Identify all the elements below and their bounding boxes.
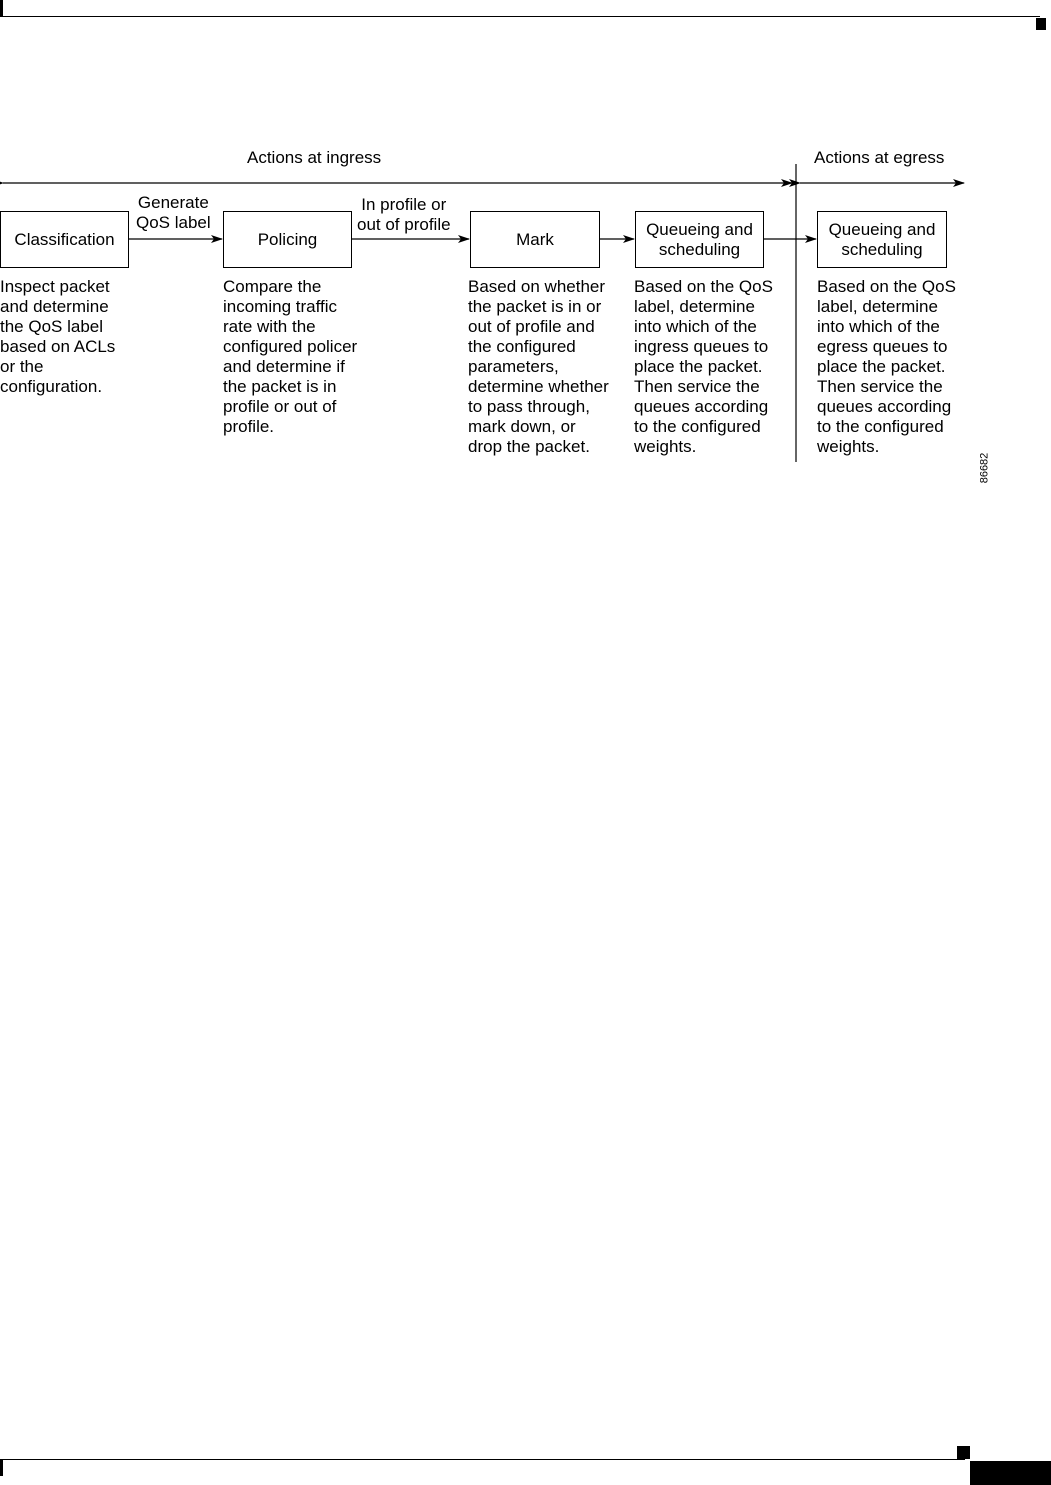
edge-label-generate-qos: Generate QoS label xyxy=(136,193,211,232)
footer-page-tab xyxy=(970,1461,1051,1485)
edge-label-in-profile: In profile or out of profile xyxy=(357,195,451,234)
desc-mark: Based on whether the packet is in or out of profile and the configured parameters, determine whether to pass through, mark down, or drop the packet. xyxy=(468,277,609,456)
ingress-label: Actions at ingress xyxy=(247,148,382,167)
figure-number: 86682 xyxy=(978,452,991,484)
desc-classification: Inspect packet and determine the QoS label based on ACLs or the configuration. xyxy=(0,277,116,396)
box-classification-label: Classification xyxy=(14,229,115,249)
box-policing xyxy=(223,211,352,268)
box-policing-label: Policing xyxy=(257,229,318,249)
box-egress-queueing-label: Queueing and scheduling xyxy=(828,219,936,259)
box-ingress-queueing xyxy=(635,211,764,268)
footer-rule xyxy=(0,1459,965,1460)
footer-corner-mark xyxy=(957,1446,970,1459)
footer-tick xyxy=(0,1460,3,1476)
box-mark xyxy=(470,211,600,268)
egress-label: Actions at egress xyxy=(814,148,945,167)
desc-egress-queueing: Based on the QoS label, determine into which of the egress queues to place the packet. Then service the queues according to the configured weights. xyxy=(817,277,956,456)
box-egress-queueing xyxy=(817,211,947,268)
box-ingress-queueing-label: Queueing and scheduling xyxy=(646,219,753,259)
box-classification xyxy=(0,211,129,268)
box-mark-label: Mark xyxy=(516,229,554,249)
desc-policing: Compare the incoming traffic rate with the configured policer and determine if the packet is in profile or out of profile. xyxy=(223,277,358,436)
desc-ingress-queueing: Based on the QoS label, determine into which of the ingress queues to place the packet. Then service the queues according to the configured weights. xyxy=(634,277,773,456)
